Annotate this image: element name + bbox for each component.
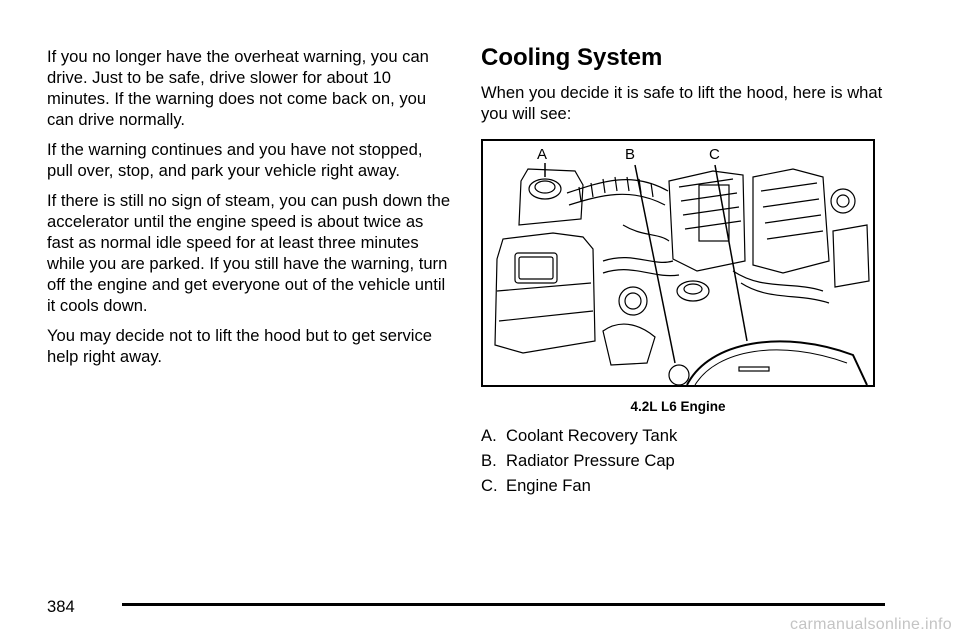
- paragraph-overheat-warning: If you no longer have the overheat warning, you can drive. Just to be safe, drive slower for about 10 minutes. If the warning does not come back on, you can drive normally.: [47, 47, 429, 129]
- legend-text: Radiator Pressure Cap: [506, 451, 675, 470]
- legend-letter: C.: [481, 476, 498, 495]
- engine-illustration: [481, 139, 875, 387]
- paragraph-service-help: You may decide not to lift the hood but to get service help right away.: [47, 326, 432, 366]
- legend-item-c: [481, 475, 677, 496]
- paragraph-warning-continues: If the warning continues and you have not stopped, pull over, stop, and park your vehicle right away.: [47, 140, 423, 180]
- legend-text: Coolant Recovery Tank: [506, 426, 678, 445]
- callout-c: C: [709, 146, 720, 163]
- engine-drawing: [483, 141, 873, 385]
- figure-legend: [481, 425, 677, 500]
- page-number: 384: [47, 597, 75, 616]
- callout-b: B: [625, 146, 636, 163]
- legend-text: Engine Fan: [506, 476, 591, 495]
- callout-a: A: [537, 146, 548, 163]
- section-title: Cooling System: [481, 44, 663, 71]
- footer-rule: [122, 603, 885, 606]
- left-column: [47, 46, 452, 376]
- paragraph-no-steam: If there is still no sign of steam, you can push down the accelerator until the engine speed is about twice as fast as normal idle speed for at least three minutes while you are parked. If you still have the warning, turn off the engine and get everyone out of the vehicle until it cools down.: [47, 191, 451, 315]
- right-column: [481, 44, 901, 124]
- legend-item-b: [481, 450, 677, 471]
- figure-caption: 4.2L L6 Engine: [630, 399, 726, 414]
- legend-letter: A.: [481, 426, 497, 445]
- watermark: carmanualsonline.info: [790, 616, 952, 633]
- legend-letter: B.: [481, 451, 497, 470]
- intro-paragraph: When you decide it is safe to lift the hood, here is what you will see:: [481, 83, 883, 123]
- legend-item-a: [481, 425, 677, 446]
